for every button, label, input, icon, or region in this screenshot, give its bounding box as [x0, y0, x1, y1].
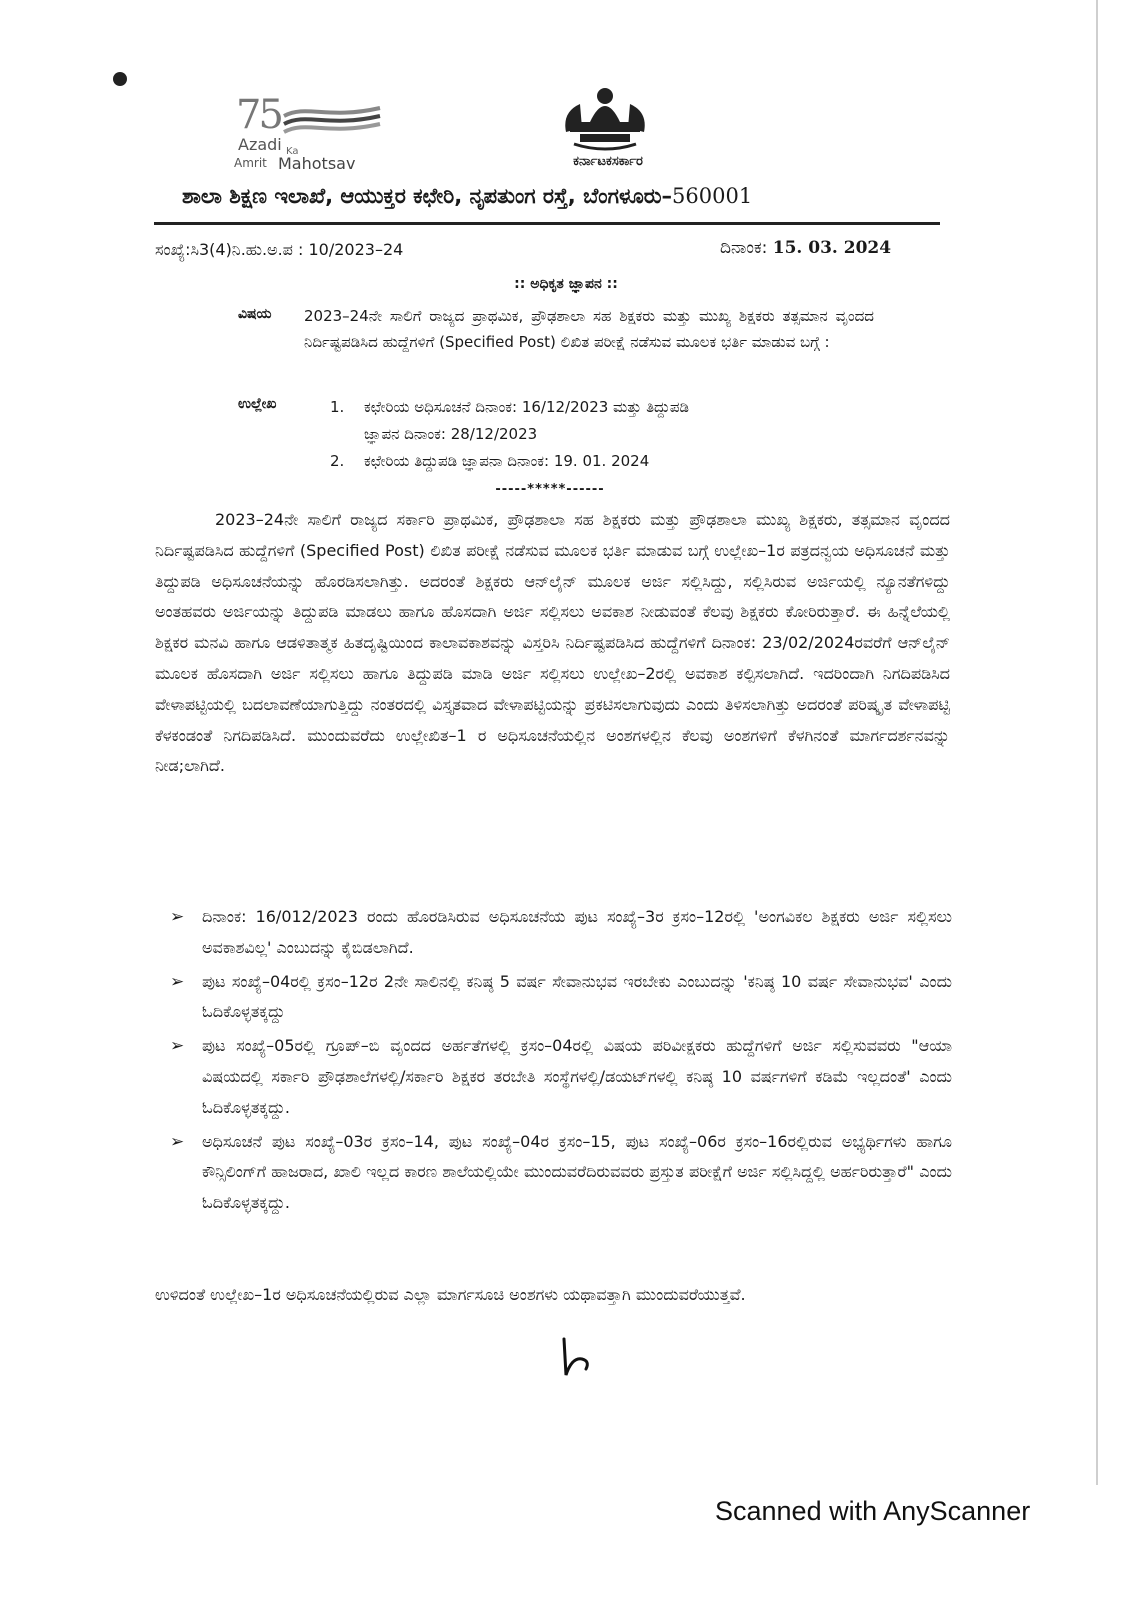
reference-item: [330, 448, 870, 475]
reference-number-2: 2.: [330, 452, 345, 470]
header-rule: [154, 222, 940, 225]
logo-azadi: Azadi: [238, 135, 282, 154]
flag-wave-icon: [282, 102, 382, 138]
page-edge-line: [1096, 0, 1098, 1485]
handwritten-initial-icon: [556, 1335, 596, 1380]
reference-number: ಸಂಖ್ಯೆ:ಸಿ3(4)ನಿ.ಹು.ಅ.ಪ : 10/2023–24: [155, 240, 404, 259]
body-paragraph: [155, 505, 950, 782]
office-name: ಶಾಲಾ ಶಿಕ್ಷಣ ಇಲಾಖೆ, ಆಯುಕ್ತರ ಕಛೇರಿ, ನೃಪತುಂಗ ರಸ್ತೆ, ಬೆಂಗಳೂರು–: [182, 184, 673, 208]
arrow-bullet-icon: ➢: [170, 1131, 185, 1152]
logo-number: 75: [236, 92, 281, 138]
karnataka-emblem-icon: [560, 82, 650, 152]
document-date: [720, 238, 891, 258]
list-item: ➢ ದಿನಾಂಕ: 16/012/2023 ರಂದು ಹೊರಡಿಸಿರುವ ಅಧಿಸೂಚನೆಯ ಪುಟ ಸಂಖ್ಯೆ–3ರ ಕ್ರಸಂ–12ರಲ್ಲಿ 'ಅಂಗವಿಕಲ ಶಿಕ್ಷಕರು ಅರ್ಜಿ ಸಲ್ಲಿಸಲು ಅವಕಾಶವಿಲ್ಲ' ಎಂಬುದನ್ನು ಕೈಬಿಡಲಾಗಿದೆ.: [170, 902, 952, 964]
reference-text: ಕಛೇರಿಯ ಅಧಿಸೂಚನೆ ದಿನಾಂಕ: 16/12/2023 ಮತ್ತು ತಿದ್ದುಪಡಿ: [364, 398, 689, 416]
references-list: [330, 394, 870, 475]
reference-item-continuation: ಜ್ಞಾಪನ ದಿನಾಂಕ: 28/12/2023: [364, 425, 538, 443]
logo-ka: Ka: [286, 146, 299, 157]
arrow-bullet-icon: ➢: [170, 1036, 185, 1057]
list-item: ➢ ಪುಟ ಸಂಖ್ಯೆ–04ರಲ್ಲಿ ಕ್ರಸಂ–12ರ 2ನೇ ಸಾಲಿನಲ್ಲಿ ಕನಿಷ್ಠ 5 ವರ್ಷ ಸೇವಾನುಭವ ಇರಬೇಕು ಎಂಬುದನ್ನು 'ಕನಿಷ್ಠ 10 ವರ್ಷ ಸೇವಾನುಭವ' ಎಂದು ಓದಿಕೊಳ್ಳತಕ್ಕದ್ದು: [170, 967, 952, 1029]
arrow-bullet-icon: ➢: [170, 907, 185, 927]
subject-text: 2023–24ನೇ ಸಾಲಿಗೆ ರಾಜ್ಯದ ಪ್ರಾಥಮಿಕ, ಪ್ರೌಢಶಾಲಾ ಸಹ ಶಿಕ್ಷಕರು ಮತ್ತು ಮುಖ್ಯ ಶಿಕ್ಷಕರು ತತ್ಸಮಾನ ವೃಂದದ ನಿರ್ದಿಷ್ಟಪಡಿಸಿದ ಹುದ್ದೆಗಳಿಗೆ (Specified Post) ಲಿಖಿತ ಪರೀಕ್ಷೆ ನಡೆಸುವ ಮೂಲಕ ಭರ್ತಿ ಮಾಡುವ ಬಗ್ಗೆ :: [304, 307, 874, 351]
azadi-ka-amrit-mahotsav-logo: [234, 92, 384, 182]
subject-label: ವಿಷಯ: [238, 306, 272, 322]
ink-dot: [113, 72, 127, 86]
office-pincode: 560001: [672, 184, 753, 208]
document-title: :: ಅಧಿಕೃತ ಜ್ಞಾಪನ ::: [514, 276, 618, 292]
logo-mahotsav: Mahotsav: [278, 154, 356, 173]
references-label: ಉಲ್ಲೇಖ: [238, 396, 277, 412]
date-value: 15. 03. 2024: [772, 238, 892, 258]
body-text: 2023–24ನೇ ಸಾಲಿಗೆ ರಾಜ್ಯದ ಸರ್ಕಾರಿ ಪ್ರಾಥಮಿಕ, ಪ್ರೌಢಶಾಲಾ ಸಹ ಶಿಕ್ಷಕರು ಮತ್ತು ಪ್ರೌಢಶಾಲಾ ಮುಖ್ಯ ಶಿಕ್ಷಕರು, ತತ್ಸಮಾನ ವೃಂದದ ನಿರ್ದಿಷ್ಟಪಡಿಸಿದ ಹುದ್ದೆಗಳಿಗೆ (Specified Post) ಲಿಖಿತ ಪರೀಕ್ಷೆ ನಡೆಸುವ ಮೂಲಕ ಭರ್ತಿ ಮಾಡುವ ಬಗ್ಗೆ ಉಲ್ಲೇಖ–1ರ ಪತ್ರದನ್ವಯ ಅಧಿಸೂಚನೆ ಮತ್ತು ತಿದ್ದುಪಡಿ ಅಧಿಸೂಚನೆಯನ್ನು ಹೊರಡಿಸಲಾಗಿತ್ತು. ಅದರಂತೆ ಶಿಕ್ಷಕರು ಆನ್‌ಲೈನ್ ಮೂಲಕ ಅರ್ಜಿ ಸಲ್ಲಿಸಿದ್ದು, ಸಲ್ಲಿಸಿರುವ ಅರ್ಜಿಯಲ್ಲಿ ನ್ಯೂನತೆಗಳಿದ್ದು ಅಂತಹವರು ಅರ್ಜಿಯನ್ನು ತಿದ್ದುಪಡಿ ಮಾಡಲು ಹಾಗೂ ಹೊಸದಾಗಿ ಅರ್ಜಿ ಸಲ್ಲಿಸಲು ಅವಕಾಶ ನೀಡುವಂತೆ ಕೆಲವು ಶಿಕ್ಷಕರು ಕೋರಿರುತ್ತಾರೆ. ಈ ಹಿನ್ನೆಲೆಯಲ್ಲಿ ಶಿಕ್ಷಕರ ಮನವಿ ಹಾಗೂ ಆಡಳಿತಾತ್ಮಕ ಹಿತದೃಷ್ಟಿಯಿಂದ ಕಾಲಾವಕಾಶವನ್ನು ವಿಸ್ತರಿಸಿ ನಿರ್ದಿಷ್ಟಪಡಿಸಿದ ಹುದ್ದೆಗಳಿಗೆ ದಿನಾಂಕ: 23/02/2024ರವರೆಗೆ ಆನ್‌ಲೈನ್ ಮೂಲಕ ಹೊಸದಾಗಿ ಅರ್ಜಿ ಸಲ್ಲಿಸಲು ಹಾಗೂ ತಿದ್ದುಪಡಿ ಮಾಡಿ ಅರ್ಜಿ ಸಲ್ಲಿಸಲು ಉಲ್ಲೇಖ–2ರಲ್ಲಿ ಅವಕಾಶ ಕಲ್ಪಿಸಲಾಗಿದೆ. ಇದರಿಂದಾಗಿ ನಿಗದಿಪಡಿಸಿದ ವೇಳಾಪಟ್ಟಿಯಲ್ಲಿ ಬದಲಾವಣೆಯಾಗುತ್ತಿದ್ದು ನಂತರದಲ್ಲಿ ವಿಸ್ತೃತವಾದ ವೇಳಾಪಟ್ಟಿಯನ್ನು ಪ್ರಕಟಿಸಲಾಗುವುದು ಎಂದು ತಿಳಿಸಲಾಗಿತ್ತು ಅದರಂತೆ ಪರಿಷ್ಕೃತ ವೇಳಾಪಟ್ಟಿ ಕೆಳಕಂಡಂತೆ ನಿಗದಿಪಡಿಸಿದೆ. ಮುಂದುವರೆದು ಉಲ್ಲೇಖಿತ–1 ರ ಅಧಿಸೂಚನೆಯಲ್ಲಿನ ಅಂಶಗಳಲ್ಲಿನ ಕೆಲವು ಅಂಶಗಳಿಗೆ ಕೆಳಗಿನಂತೆ ಮಾರ್ಗದರ್ಶನವನ್ನು ನೀಡ;ಲಾಗಿದೆ.: [155, 510, 950, 776]
reference-number-1: 1.: [330, 398, 345, 416]
scanner-watermark: Scanned with AnyScanner: [715, 1496, 1031, 1526]
office-heading: [182, 184, 962, 209]
reference-text: ಕಛೇರಿಯ ತಿದ್ದುಪಡಿ ಜ್ಞಾಪನಾ ದಿನಾಂಕ: 19. 01. 2024: [364, 452, 650, 470]
list-item: ➢ ಅಧಿಸೂಚನೆ ಪುಟ ಸಂಖ್ಯೆ–03ರ ಕ್ರಸಂ–14, ಪುಟ ಸಂಖ್ಯೆ–04ರ ಕ್ರಸಂ–15, ಪುಟ ಸಂಖ್ಯೆ–06ರ ಕ್ರಸಂ–16ರಲ್ಲಿರುವ ಅಭ್ಯರ್ಥಿಗಳು ಹಾಗೂ ಕೌನ್ಸಿಲಿಂಗ್‌ಗೆ ಹಾಜರಾದ, ಖಾಲಿ ಇಲ್ಲದ ಕಾರಣ ಶಾಲೆಯಲ್ಲಿಯೇ ಮುಂದುವರೆದಿರುವವರು ಪ್ರಸ್ತುತ ಪರೀಕ್ಷೆಗೆ ಅರ್ಜಿ ಸಲ್ಲಿಸಿದ್ದಲ್ಲಿ ಅರ್ಹರಿರುತ್ತಾರೆ" ಎಂದು ಓದಿಕೊಳ್ಳತಕ್ಕದ್ದು.: [170, 1127, 952, 1219]
guidance-list: [170, 902, 952, 1222]
arrow-bullet-icon: ➢: [170, 971, 185, 992]
logo-amrit: Amrit: [234, 156, 267, 170]
closing-paragraph: ಉಳಿದಂತೆ ಉಲ್ಲೇಖ–1ರ ಅಧಿಸೂಚನೆಯಲ್ಲಿರುವ ಎಲ್ಲಾ ಮಾರ್ಗಸೂಚಿ ಅಂಶಗಳು ಯಥಾವತ್ತಾಗಿ ಮುಂದುವರೆಯುತ್ತವೆ.: [155, 1285, 746, 1304]
separator: -----*****------: [495, 482, 605, 497]
list-item: ➢ ಪುಟ ಸಂಖ್ಯೆ–05ರಲ್ಲಿ ಗ್ರೂಪ್–ಬಿ ವೃಂದದ ಅರ್ಹತೆಗಳಲ್ಲಿ ಕ್ರಸಂ–04ರಲ್ಲಿ ವಿಷಯ ಪರಿವೀಕ್ಷಕರು ಹುದ್ದೆಗಳಿಗೆ ಅರ್ಜಿ ಸಲ್ಲಿಸುವವರು "ಆಯಾ ವಿಷಯದಲ್ಲಿ ಸರ್ಕಾರಿ ಪ್ರೌಢಶಾಲೆಗಳಲ್ಲಿ/ಸರ್ಕಾರಿ ಶಿಕ್ಷಕರ ತರಬೇತಿ ಸಂಸ್ಥೆಗಳಲ್ಲಿ/ಡಯಟ್‌ಗಳಲ್ಲಿ ಕನಿಷ್ಠ 10 ವರ್ಷಗಳಿಗೆ ಕಡಿಮೆ ಇಲ್ಲದಂತೆ' ಎಂದು ಓದಿಕೊಳ್ಳತಕ್ಕದ್ದು.: [170, 1031, 952, 1123]
emblem-caption: ಕರ್ನಾಟಕಸರ್ಕಾರ: [573, 154, 643, 169]
date-label: ದಿನಾಂಕ:: [720, 238, 768, 258]
reference-item: [330, 394, 870, 421]
